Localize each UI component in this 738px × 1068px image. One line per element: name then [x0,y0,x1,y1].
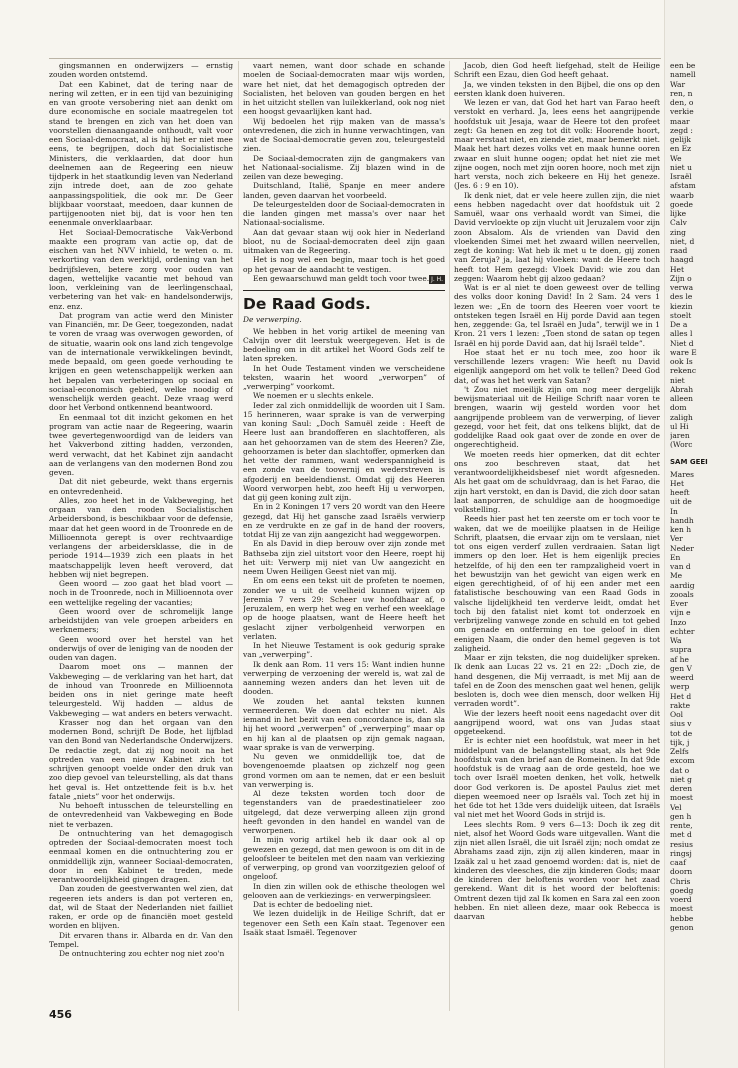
paragraph: Wij bedoelen het rijp maken van de massa's ontevredenen, die zich in hunne verwachtingen, van wat de Sociaal-democratie geven zou, teleurgesteld zien. [243,116,445,154]
text-fragment: Abrah [670,384,694,394]
paragraph: Maar er zijn teksten, die nog duidelijker spreken. Ik denk aan Lucas 22 vs. 21 en 22: „Doch zie, de hand desgenen, die Mij verraadt, is met Mij aan de tafel en de Zoon des menschen gaat wel henen, gelijk besloten is, doch wee dien mensch, door welken Hij verraden wordt”. [454,653,660,709]
text-fragment: deren [670,784,693,793]
text-fragment: rakte [670,700,691,710]
paragraph: Ja, we vinden teksten in den Bijbel, die ons op den eersten klank doen huiveren. [454,79,660,98]
paragraph: In mijn vorig artikel heb ik daar ook al op gewezen en gezegd, dat men gewoon is om dit in de geloofsleer te beitelen met den naam van verkiezing of verwerping, op grond van voorzitgezien geloof of ongeloof. [243,835,445,882]
text-fragment: Zijn o [670,273,692,283]
text-fragment: niet, d [670,236,695,246]
paragraph: Daarom moet ons — mannen der Vakbeweging — de verklaring van het hart, dat de inhoud van Troonrede en Millioennota beiden ons in niet geringe mate heeft teleurgesteld. Wij hadden — aldus de Vakbeweging — wat anders en beters verwacht. [49,662,233,718]
paragraph: In dien zin willen ook de ethische theologen wel gelooven aan de verkiezings- en verwerpingsleer. [243,881,445,900]
paragraph: Geen woord over het herstel van het onderwijs of over de leniging van de nooden der ouden van dagen. [49,634,233,662]
text-fragment: Me [670,571,683,581]
text-fragment: Inzo [670,617,687,627]
text-fragment: handh [670,515,694,525]
paragraph: Al deze teksten worden toch door de tegenstanders van de praedestinatieleer zoo uitgelegd, dat deze verwerping alleen zijn grond heeft gevonden in den handel en wandel van de verworpenen. [243,789,445,835]
paragraph: We zouden het aantal teksten kunnen vermeerderen. We doen dat echter nu niet. Als iemand in het bezit van een concordance is, dan sla hij het woord „verwerpen” of „verwerping” maar op en hij kan al de plaatsen op zijn gemak nagaan, waar sprake is van de verwerping. [243,696,445,752]
text-fragment: Zelfs [670,747,689,756]
text-fragment: ringsj [670,848,692,858]
text-fragment: Ever [670,599,688,608]
paragraph: We hebben in het vorig artikel de meening van Calvijn over dit leerstuk weergegeven. Het is de bedoeling om in dit artikel het Woord Gods zelf te laten spreken. [243,326,445,364]
text-fragment: gelijk [670,135,691,144]
text-fragment: des le [670,292,693,302]
text-fragment: Vel [670,802,682,812]
text-fragment: moest [670,904,693,914]
text-fragment: alles l [670,329,693,339]
text-fragment: ware E [670,347,697,357]
text-fragment: caaf [670,858,686,867]
text-fragment: zaligh [670,412,693,422]
text-fragment: dat o [670,765,690,775]
paragraph: Ieder zal zich onmiddellijk de woorden uit I Sam. 15 herinneren, waar sprake is van de verwerping van koning Saul: „Doch Samuël zeide : Heeft de Heere lust aan brandofferen en slachtofferen, als aan het gehoorzamen van de stem des Heeren? Zie, gehoorzamen is beter dan slachtoffer, opmerken dan het vette der rammen, want wederspannigheid is een zonde van de toovernij en wederstreven is afgoderij en beeldendienst. Omdat gij des Heeren Woord verworpen hebt, zoo heeft Hij u verworpen, dat gij geen koning zult zijn. [243,400,445,502]
text-fragment: aardig [670,580,695,590]
text-fragment: een be [670,61,696,70]
paragraph: Alles, zoo heet het in de Vakbeweging, het orgaan van den rooden Socialistischen Arbeidersbond, is beschikbaar voor de defensie, maar dat het geen woord in de Troonrede en de Millioennota gerept is over rechtvaardige verlangens der arbeidersklasse, die in de periode 1914—1939 zich een plaats in het maatschappelijk leven heeft veroverd, dat hebben wij niet begrepen. [49,495,233,579]
paragraph: In het Oude Testament vinden we verscheidene teksten, waarin het woord „verworpen” of „verwerping” voorkomt. [243,363,445,391]
text-fragment: Neder [670,543,694,553]
text-fragment: lijke [670,209,687,218]
paragraph: Het is nog wel een begin, maar toch is het goed op het gevaar de aandacht te vestigen. [243,255,445,274]
column-divider [449,61,450,1011]
paragraph: Ik denk aan Rom. 11 vers 15: Want indien hunne verwerping de verzoening der wereld is, wat zal de aanneming wezen anders dan het leven uit de dooden. [243,659,445,697]
text-fragment: Het [670,478,684,488]
text-fragment: War [670,79,686,89]
paragraph: 't Zou niet moeilijk zijn om nog meer dergelijk bewijsmateriaal uit de Heilige Schrift naar voren te brengen, waarin wij gesteld worden voor het aangrijpende probleem van de verwerping, of liever gezegd, voor het feit, dat ons telkens blijkt, dat de goddelijke Raad ook gaat over de zonde en over de ongerechtigheid. [454,384,660,450]
text-fragment: Israël [670,172,692,181]
paragraph: Lees slechts Rom. 9 vers 6—13: Doch ik zeg dit niet, alsof het Woord Gods ware uitgevallen. Want die zijn niet allen Israël, die uit Israël zijn; noch omdat ze Abrahams zaad zijn, zijn zij allen kinderen, maar in Izaäk zal u het zaad genoemd worden: dat is, niet de kinderen des vleesches, die zijn kinderen Gods; maar de kinderen der beloftenis worden voor het zaad gerekend. Want dit is het woord der beloftenis: Omtrent dezen tijd zal Ik komen en Sara zal een zoon hebben. En niet alleen deze, maar ook Rebecca is daarvan [454,819,660,921]
text-fragment: ul Hi [670,421,689,431]
paragraph: gingsmannen en onderwijzers — ernstig zouden worden ontstemd. [49,61,233,80]
text-fragment: moest [670,793,693,803]
text-fragment: waarb [670,190,694,200]
text-fragment: Het [670,264,684,274]
paragraph: Ik denk niet, dat er vele heere zullen zijn, die niet eens hebben nagedacht over dat hoofdstuk uit 2 Samuël, waar ons verhaald wordt van Simei, die David vervloekte op zijn vlucht uit Jeruzalem voor zijn zoon Absalom. Als de vrienden van David den vloekenden Simei met het zwaard willen neervellen, zegt de koning: Wat heb ik met u te doen, gij zonen van Zeruja? ja, laat hij vloeken: want de Heere toch heeft tot Hem gezegd: Vloek David: wie zou dan zeggen: Waarom hebt gij alzoo gedaan? [454,190,660,283]
paragraph: Nu geven we onmiddellijk toe, dat de bovengenoemde plaatsen op zichzelf nog geen grond vormen om aan te nemen, dat er een besluit van verwerping is. [243,752,445,789]
text-fragment: stoelt [670,310,692,320]
text-fragment: zooals [670,589,694,599]
paragraph: Nu behoeft intusschen de teleurstelling en de ontevredenheid van Vakbeweging en Bode niet te verbazen. [49,801,233,829]
paragraph: De Sociaal-democraten zijn de gangmakers van het Nationaal-socialisme. Zij blazen wind in de zeilen van deze beweging. [243,153,445,181]
text-fragment: De a [670,320,688,329]
cropped-text-block [670,61,730,450]
text-fragment: Calv [670,218,687,228]
text-fragment: werp [670,682,690,692]
text-fragment: We [670,153,682,163]
text-fragment: genon [670,922,694,932]
text-fragment: den, o [670,98,694,107]
column-2 [243,61,445,937]
text-fragment: rekenc [670,366,697,376]
text-fragment: zegd : [670,125,693,135]
text-fragment: van d [670,562,691,571]
text-fragment: En [670,552,681,562]
text-fragment: echter [670,626,695,636]
text-fragment: sius v [670,719,692,729]
paragraph: We moeten reeds hier opmerken, dat dit echter ons zoo beschreven staat, dat het verantwoordelijkheidsbesef niet wordt afgesneden. Als het gaat om de schuldvraag, dan is het Farao, die zijn hart verstokt, en dan is David, die zich door satan laat aanporren, de schuldige aan de hoogmoedige volkstelling. [454,449,660,514]
text-fragment: haagd [670,255,694,265]
text-fragment: hebbe [670,913,694,923]
page-number: 456 [49,1008,72,1021]
paragraph: De ontnuchtering van het demagogisch optreden der Sociaal-democraten moest toch eenmaal komen en die ontnuchtering zou er onmiddellijk zijn, wanneer Sociaal-democraten, door in een Kabinet te treden, mede verantwoordelijkheid gingen dragen. [49,828,233,884]
text-fragment: ren, n [670,88,693,98]
text-fragment: Ool [670,710,684,719]
cropped-text-block [670,470,730,933]
text-fragment: niet [670,375,685,385]
paragraph: Dan zouden de geestverwanten wel zien, dat regeeren iets anders is dan pot verteren en, dat, wil de Staat der Nederlanden niet failliet raken, er orde op de financiën moet gesteld worden en blijven. [49,884,233,931]
text-fragment: vijn e [670,608,691,618]
text-fragment: niet g [670,774,692,784]
text-fragment: supra [670,645,692,655]
paragraph: vaart nemen, want door schade en schande moelen de Sociaal-democraten maar wijs worden, ware het niet, dat het demagogisch optreden der Socialisten, het beloven van gouden bergen en het in het uitzicht stellen van luilekkerland, ook nog niet een hoogst gevaarlijken kant had. [243,61,445,117]
text-fragment: resius [670,839,693,849]
paragraph: We lezen er van, dat God het hart van Farao heeft verstokt en verhard. Ja, lees eens het aangrijpende hoofdstuk uit Jesaja, waar de Heere tot den profeet zegt: Ga henen en zeg tot dit volk: Hoorende hoort, maar verstaat niet, en ziende ziet, maar bemerkt niet. Maak het hart dezes volks vet en maak hunne ooren zwaar en sluit hunne oogen; opdat het niet zie met zijne oogen, noch met zijn ooren hoore, noch met zijn hart versta, noch zich bekeere en Hij het geneze. (Jes. 6 : 9 en 10). [454,98,660,191]
paragraph: Aan dat gevaar staan wij ook hier in Nederland bloot, nu de Sociaal-democraten deel zijn gaan uitmaken van de Regeering. [243,227,445,255]
text-fragment: uit de [670,497,692,507]
paragraph: Krasser nog dan het orgaan van den modernen Bond, schrijft De Bode, het lijfblad van den Bond van Nederlandsche Onderwijzers. De redactie zegt, dat zij nog nooit na het optreden van een nieuw Kabinet zich tot schrijven genoopt voelde onder den druk van zoo diep gevoel van teleurstelling, als dat thans het geval is. Het ontzettende feit is b.v. het fatale „niets” voor het onderwijs. [49,717,233,801]
paragraph: De ontnuchtering zou echter nog niet zoo'n [59,949,225,958]
paragraph: Wie der lezers heeft nooit eens nagedacht over dit aangrijpend woord, wat ons van Judas staat opgeteekend. [454,708,660,736]
text-fragment: (Worc [670,440,693,450]
text-fragment: goede [670,199,693,209]
page-gutter-line [664,0,665,1068]
article-continuation [243,61,445,283]
text-fragment: namell [670,70,696,80]
paragraph: Jacob, dien God heeft liefgehad, stelt de Heilige Schrift een Ezau, dien God heeft gehaat. [454,61,660,80]
text-fragment: In [670,506,678,516]
text-fragment: Ver [670,534,683,544]
text-fragment: tot de [670,728,693,738]
paragraph: Reeds hier past het ten zeerste om er toch voor te waken, dat we de moeilijke plaatsen in de Heilige Schrift, plaatsen, die ervaar zijn om te verslaan, niet tot ons eigen verderf zullen verdraaien. Satan ligt immers op den loer. Het is hem eigenlijk precies hetzelfde, of hij den een ter rampzaligheid voert in het bewustzijn van het gewicht van eigen werk en eigen gerechtigheid, of of hij een ander met een fatalistische beschouwing van een Raad Gods in valsche lijdelijkheid ten verderve leidt, omdat het toch bij den fatalist niet komt tot onderzoek en verbrijzeling vanwege zonde en schuld en tot gebed om genade en ontferming en toe geloof in dien eenigen Naam, die onder den hemel gegeven is tot zaligheid. [454,514,660,653]
paragraph: We noemen er u slechts enkele. [253,391,374,401]
text-fragment: tijk, j [670,737,690,747]
text-fragment: doorn [670,867,693,877]
text-fragment: niet u [670,162,692,172]
text-fragment: gen V [670,663,692,673]
text-fragment: dom [670,403,687,413]
text-fragment: goedg [670,885,694,895]
text-fragment: voerd [670,895,692,904]
paragraph: En om eens een tekst uit de profeten te noemen, zonder we u uit de veelheid kunnen wijzen op Jeremia 7 vers 29: Scheer uw hoofdhaar af, o Jeruzalem, en werp het weg en verhef een weeklage op de hooge plaatsen, want de Heere heeft het geslacht zijner verbolgenheid verworpen en verlaten. [243,576,445,641]
text-fragment: ken h [670,525,692,534]
paragraph: En in 2 Koningen 17 vers 20 wordt van den Heere gezegd, dat Hij het gansche zaad Israëls verwierp en ze verdrukte en ze gaf in de hand der roovers, totdat Hij ze van zijn aangezicht had weggeworpen. [243,502,445,539]
paragraph: Dat dit niet gebeurde, wekt thans ergernis en ontevredenheid. [49,477,233,496]
text-fragment: zing [670,227,686,237]
text-fragment: afstam [670,181,696,191]
cropped-section-heading: SAM GEEI [670,457,708,466]
text-fragment: jaren [670,431,690,440]
paragraph: Geen woord over de schromelijk lange arbeidstijden van vele groepen arbeiders en werknemers; [49,606,233,635]
header-rule [49,58,661,59]
text-fragment: met d [670,830,692,840]
text-fragment: Het d [670,691,692,701]
text-fragment: Wa [670,636,682,645]
paragraph: Duitschland, Italië, Spanje en meer andere landen, geven daarvan het voorbeeld. [243,181,445,200]
article-body [243,327,445,938]
text-fragment: alleen [670,394,693,403]
column-4-cropped [670,61,730,932]
text-fragment: Niet d [670,338,694,348]
column-3 [454,61,660,921]
paragraph: Hoe staat het er nu toch mee, zoo hoor ik verschillende lezers vragen: Wie heeft nu David eigenlijk aangepord om het volk te tellen? Deed God dat, of was het het werk van Satan? [454,347,660,385]
paragraph: Wat is er al niet te doen geweest over de telling des volks door koning David! In 2 Sam. 24 vers 1 lezen we: „En de toorn des Heeren voer voort te ontsteken tegen Israël en Hij porde David aan tegen hen, zeggende: Ga, tel Israël en Juda”, terwijl we in 1 Kron. 21 vers 1 lezen: „Toen stond de satan op tegen Israël en hij porde David aan, dat hij Israël telde”. [454,283,660,348]
paragraph: Dat program van actie werd den Minister van Financiën, mr. De Geer, toegezonden, nadat te voren de vraag was overwogen geworden, of de situatie, waarin ook ons land zich tengevolge van de internationale verwikkelingen bevindt, mede bepaald, om geen goede verhouding te krijgen en geen wetenschappelijk werken aan het bepalen van verbeteringen op sociaal en sociaal-economisch gebied, welke noodig of wenschelijk werden geacht. Deze vraag werd door het Verbond ontkennend beantwoord. [49,310,233,413]
text-fragment: maar [670,116,690,126]
text-fragment: en Ez [670,144,692,154]
text-fragment: Mares [670,469,695,479]
text-fragment: kiezin [670,301,693,311]
text-fragment: excom [670,756,695,766]
text-fragment: gen h [670,811,692,821]
paragraph: En eenmaal tot dit inzicht gekomen en het program van actie naar de Regeering, waarin twee gevertegenwoordigd van de leiders van het Vakverbond zitting hadden, verzonden, werd verwacht, dat het Kabinet zijn aandacht aan de verlangens van den modernen Bond zou geven. [49,412,233,477]
column-1 [49,61,233,958]
article-subheading: De verwerping. [243,315,302,325]
text-fragment: ook Is [670,357,693,366]
paragraph: In het Nieuwe Testament is ook gedurig sprake van „verwerping”. [243,641,445,660]
article-heading: De Raad Gods. [243,290,445,313]
paragraph: Dit ervaren thans ir. Albarda en dr. Van den Tempel. [49,930,233,949]
text-fragment: Chris [670,876,691,886]
text-fragment: af he [670,654,689,664]
paragraph: En als David in diep berouw over zijn zonde met Bathseba zijn ziel uitstort voor den Heere, roept hij het uit: Verwerp mij niet van Uw aangezicht en neem Uwen Heiligen Geest niet van mij. [243,539,445,576]
paragraph: Dat is echter de bedoeling niet. [253,900,373,909]
paragraph: De teleurgestelden door de Sociaal-democraten in die landen gingen met massa's over naar het Nationaal-socialisme. [243,199,445,228]
paragraph: Een gewaarschuwd man geldt toch voor twee. [253,273,430,283]
paragraph: We lezen duidelijk in de Heilige Schrift, dat er tegenover een Seth een Kaïn staat. Tegenover een Isaäk staat Ismaël. Tegenover [243,909,445,937]
paragraph: Geen woord — zoo gaat het blad voort — noch in de Troonrede, noch in Millioennota over een wettelijke regeling der vacanties; [49,579,233,607]
text-fragment: heeft [670,488,690,497]
paragraph: Het Sociaal-Democratische Vak-Verbond maakte een program van actie op, dat de eischen van het NVV inhield, te weten o. m. verkorting van den werktijd, ordening van het bedrijfsleven, betere zorg voor ouden van dagen, wettelijke vacantie met behoud van loon, verkleining van de leerlingenschaal, verbetering van het vak- en handelsonderwijs, enz. enz. [49,227,233,311]
paragraph: Dat een Kabinet, dat de tering naar de nering wil zetten, er in een tijd van bezuiniging en van groote versobering niet aan denkt om dure economische en sociale maatregelen tot stand te brengen en zich van het doen van voorstellen dienaangaande onthoudt, valt voor een Sociaal-democraat, al is hij het er niet mee eens, te begrijpen, doch dat Socialistische Ministers, die verklaarden, dat door hun deelnemen aan de Regeering een nieuw tijdperk in het staatkundig leven van Nederland zijn intrede doet, aan de zoo gehate aanpassingspolitiek, die ook mr. De Geer blijkbaar voorstaat, meedoen, daar kunnen de partijgenooten niet bij, dat is voor hen ten eenenmale onverklaarbaar. [49,79,233,228]
text-fragment: verwa [670,283,694,292]
author-initials-badge: J. H. [431,276,443,283]
paragraph: Er is echter niet een hoofdstuk, wat meer in het middelpunt van de belangstelling staat, als het 9de hoofdstuk van den brief aan de Romeinen. In dat 9de hoofdstuk is de vraag aan de orde gesteld, hoe we toch over Israël moeten denken, het volk, hetwelk door God verkoren is. De apostel Paulus ziet met diepen weemoed neer op Israëls val. Toch zet hij in het 6de tot het 13de vers duidelijk uiteen, dat Israëls val niet met het Woord Gods in strijd is. [454,736,660,820]
text-fragment: verkie [670,107,694,117]
text-fragment: rente, [670,821,693,830]
text-fragment: raad [670,246,688,255]
text-fragment: weerd [670,673,694,682]
column-divider [238,61,239,1011]
